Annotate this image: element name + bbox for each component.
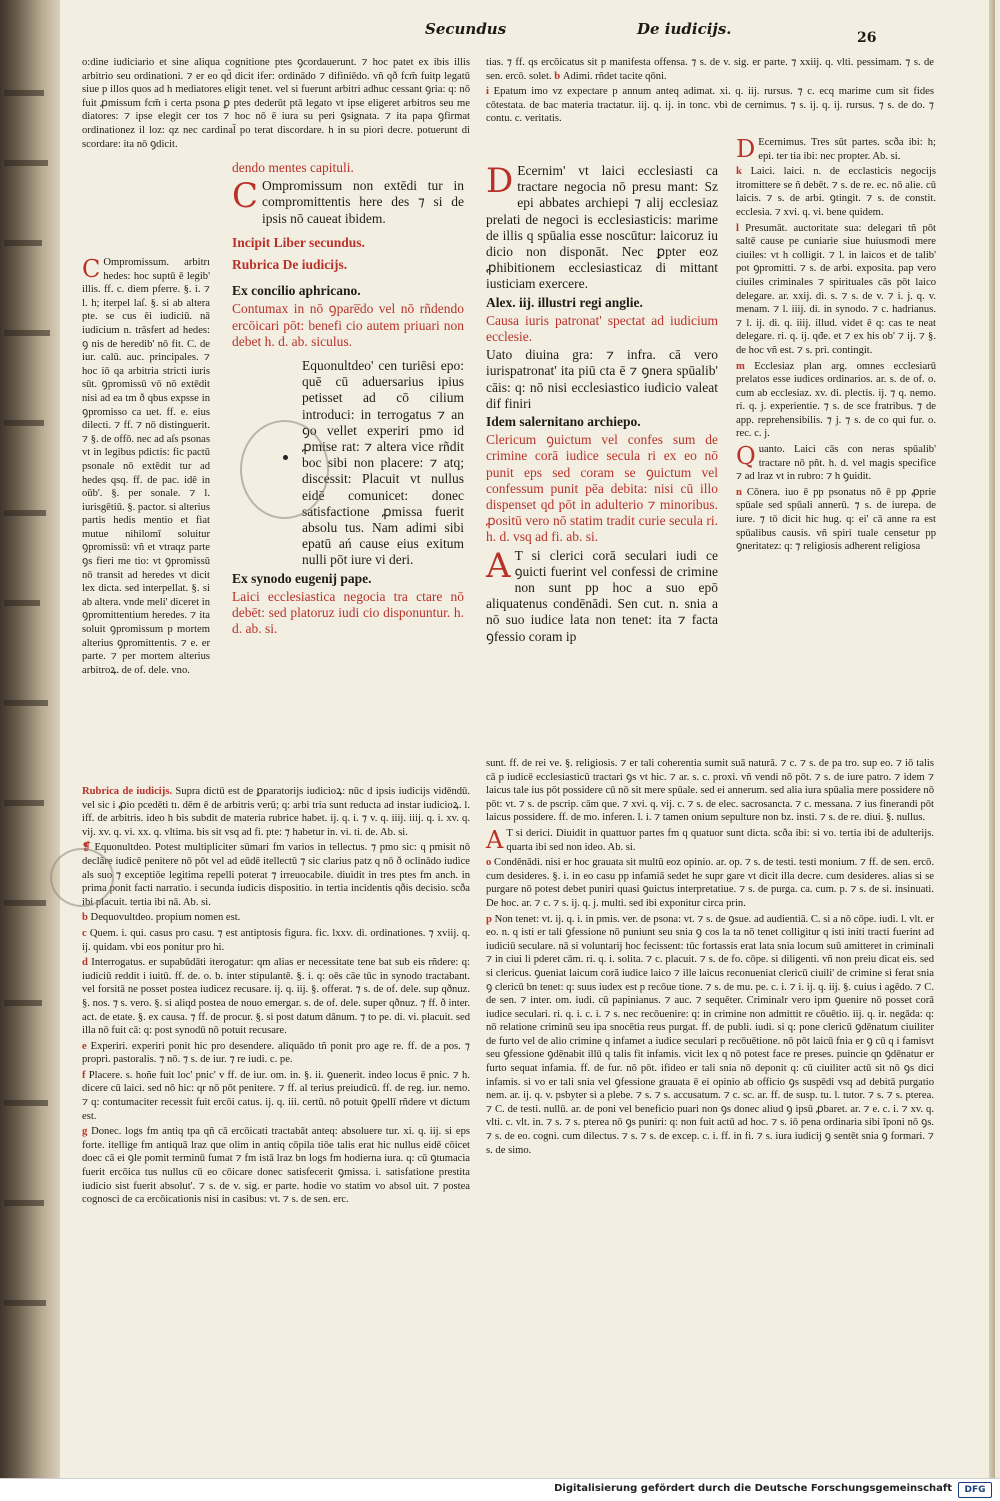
gloss-paragraph: Equonultdeo. Potest multipliciter sūmari fm varios in tellectus. ⁊ pmo sic: q pmisit nō declāre iudicē penitere nō pōt vel ad eūdē itellectū ⁊ sic clarius patz q nō ð oclinādo iudice als suo ⁊ exceptiōe legitima repelli poterat ⁊ irreuocabile. diuidit in tres ptes fm anch. in prima ponit facti narratio. i secunda iudicis dispositio. in tertia incidentis qðis decisio. scða ibi placuit. tertia ibi nā. Ab. si. bbox=[82, 842, 470, 908]
summary: Contumax in nō ꝯpare̅do vel nō rñdendo ercōicari pōt: benefi cio autem priuari non debet h. d. ab. siculus. bbox=[232, 301, 464, 349]
paragraph-mark-icon: ❡ bbox=[82, 842, 91, 854]
main-paragraph: Equonultdeo' cen turiēsi epo: quē cū aduersarius ipius petisset ad cō cilium introduci: in terrogatus ⁊ an ꝯo vellet experiri pmo id ꝓmise rat: ⁊ altera vice rñdit boc sibi non placere: ⁊ atq; discessit: Placuit vt nullus eidē comunicet: donec satisfactione ꝓmissa fuerit absolu tus. Nam adimi sibi epatū ań cause eius exitum nulli pōt iure vi deri. bbox=[302, 358, 464, 568]
left-gloss-top bbox=[82, 56, 470, 153]
main-text-right bbox=[486, 163, 718, 647]
gloss-paragraph: Laici. laici. n. de ecclasticis negocijs itromittere se ñ debēt. ⁊ s. de re. ec. nō alie. cū laicis. ⁊ s. de arbi. ꝯtingit. ⁊ s. de constit. ecclesia. ⁊ xvi. q. vi. bene quidem. bbox=[736, 166, 937, 218]
initial-letter: C bbox=[82, 255, 101, 283]
note-text: Quem. i. qui. casus pro casu. ⁊ est antiptosis figura. fic. lxxv. di. ordinationes. ⁊ xviij. q. ij. quidam. vbi eos ponitur pro hi. bbox=[82, 927, 470, 953]
book-gutter bbox=[0, 0, 60, 1478]
main-text-left bbox=[232, 160, 464, 639]
main-paragraph: T si clerici corā seculari iudi ce ꝯuicti fuerint vel confessi de crimine non sunt pp hoc a suo epō aliquatenus condēnādi. Sen cut. n. snia a nō suo iudice lata non tenet: ita ⁊ facta ꝯfessio coram ip bbox=[486, 547, 718, 644]
note-text: Dequovultdeo. propium nomen est. bbox=[90, 912, 241, 924]
text-line: dendo mentes capituli. bbox=[232, 160, 354, 175]
book-page bbox=[60, 0, 995, 1478]
gloss-paragraph: Presumāt. auctoritate sua: delegari tñ pōt saltē cause pe cuniarie siue huiusmodi mere ciuiles: vt h colligit. ⁊ l. in laicos et de talib' pot ꝯpromitti. ⁊ s. de arbi. exposita. pap vero ciuiles criminales ⁊ spirituales cās pōt laico delegare. ar. xxij. di. s. ⁊ s. de v. ⁊ i. j. q. v. menam. ⁊ l. iiij. di. in synodo. ⁊ c. hadrianus. ⁊ l. ij. di. q. iiij. illud. videt ē q: cas te neat delegare. ri. q. ij. qđe. et ⁊ ex his ob' ⁊ ij. ⁊ §. de hoc vñ est. ⁊ s. pri. contingit. bbox=[736, 222, 936, 356]
source-ref: Idem salernitano archiepo. bbox=[486, 414, 641, 430]
gloss-paragraph: Ompromissum. arbitrı hedes: hoc suptū ē legib' illis. ff. c. diem pferre. §. i. ⁊ l. h; iterpel laſ. §. si ab altera pte. se cus ēi iudiciū. nā iudicium n. trāsfert ad hedes: ꝯ nis de heredib' nō fit. C. de iur. calū. auc. principales. ⁊ hoc iō qa arbitria stricti iuris sūt. ꝯpromissū vō nō extēdit nisi ad ea tm ð qbus expsse in ꝯpromisso ca uet. ff. e. eius dilecti. ⁊ ff. ⁊ nō distinguerit. ⁊ §. de offō. nec ad aſs psonas vt in legibus pdictis: fic pactū psonale nō extēdit tur ad hedes qsq. ff. de pac. idē in oūb'. §. per sonale. ⁊ l. iurisgētiū. §. pactor. si alterius partis hedis mentio et fiat mutue nihilomī soluitur ꝯpromissū: vñ et vtraqz parte ꝯs fieri me tio: vt ꝯpromissū nō transit ad heredes vt dicit lex dicta. sed interpellat. §. si ab altera. vnde meli' diceret in ꝯpromittentium heredes. ⁊ ita soluit ꝯpromissum p mortem alterius ꝯpromittentis. ⁊ e. er parte. ⁊ per mortem alterius arbitroꝝ. de of. dele. vno. bbox=[82, 257, 210, 676]
gloss-paragraph: Ecernimus. Tres sūt partes. scða ibi: h; epi. ter tia ibi: nec propter. Ab. si. bbox=[758, 137, 936, 162]
summary: Clericum ꝯuictum vel confes sum de crimine corā iudice secula ri ex eo nō punit eps sed coram se ꝯuictum vel confessum punit pēa debita: nisi cū illo dispenset qd pōt in adulterio ⁊ minoribus. ꝓositū vero nō statim tradit curie secula ri. h. d. vsq ad fi. ab. si. bbox=[486, 432, 718, 545]
source-ref: Ex synodo eugenij pape. bbox=[232, 570, 372, 586]
gloss-paragraph: Adimi. rñdet tacite qōni. bbox=[562, 70, 667, 82]
source-ref: Ex concilio aphricano. bbox=[232, 283, 361, 299]
gloss-paragraph: T si derici. Diuidit in quattuor partes fm q quatuor sunt dicta. scða ibi: si vo. tertia ibi de adulterijs. quarta ibi sed non ideo. Ab. si. bbox=[506, 827, 934, 853]
flourish-guide-letter bbox=[240, 420, 329, 519]
gloss-paragraph: Supra dictū est de ꝑparatorijs iudicioꝝ: nūc d ipsis iudicijs vidēndū. vel sic i ꝓio pcedēti tı. dēm ē de arbitris verū; q: arbi tria sunt reducta ad instar iudicioꝝ. l. iff. de arbitris. ideo h bis subdit de materia rubrice habet. ij. q. i. ⁊ v. q. iiij. iiij. q. i. xv. q. vij. xv. q. vi. xx. q. vltima. bis sit vsq ad fi. pte: ⁊ habetur in. vi. ti. de. Ab. si. bbox=[82, 786, 470, 838]
initial-letter: D bbox=[736, 135, 756, 163]
note-text: Donec. logs fm antiq tpa qñ cā ercōicati tractabāt anteq: absoluere tur. xi. q. iij. si eps forte. itellige fm antiquā lraz que olim in antiq cōpila tiōe talis erat hic nullus eidē cōicet doec cā ei ꝯle pomit terminū fumat ⁊ fm istā lraz bn logs fm hodierna iura. q: cū ꝯtumacia fuerit ercōica tus nullus cū eo cōicare donec satisfecerit ꝯmissa. i. satisfatione prestita iudicio sist fuerit absolut'. ⁊ s. de v. sig. er parte. hodie vo statim vo absol uit. ⁊ postea cognosci de ca ercōicationis nisi in casibus: vt. ⁊ s. de sen. erc. bbox=[82, 1126, 471, 1206]
gloss-paragraph: sunt. ff. de rei ve. §. religiosis. ⁊ er tali coherentia sumit suā naturā. ⁊ c. ⁊ s. de pa tro. sup eo. ⁊ iō talis cā p iudicē ecclesiasticū tractari ꝯs vt hic. ⁊ ar. s. c. proxi. vñ vendi nō pōt. ⁊ s. de iure patro. ⁊ idem ⁊ laicus tale ius pōt possidere cū nō sit mere spūale. sed ei annerum. sed alia iura spūalia mere possidere nō pōt: vt. ⁊ s. de pscrip. cām que. ⁊ xvi. q. vij. c. ⁊ s. de elec. sacrosancta. ⁊ c. messana. ⁊ ius finerandi pōt laicus possidere. ff. de mo. inferen. l. i. ⁊ tamen onium sepulture non bz. insti. ⁊ s. de re. diui. §. nullus. bbox=[486, 758, 934, 824]
running-head-left: Secundus bbox=[425, 20, 507, 38]
note-text: Interrogatus. er supabūdāti iterogatur: qm alias er necessitate tene bat sub eis rñdere: q: iudiciū reddit i iuitū. ff. de. o. b. inter stipulantē. §. i. q: oēs cāe tūc in synodo tractabant. vel forsitā ne posset postea iudicez recusare. ij. q. iij. §. offerat. ⁊ s. de of. dele. sup qðnuz. §. nos. ⁊ s. vero. §. si aliqd postea de nouo emergar. s. de of. dele. super qðnuz. ⁊ ff. ð inter. act. de etate. §. ex causa. ⁊ ff. de procur. §. si post datum dānum. ⁊ to pe. di. vi. placuit. sed illa nō fuit cā: q: post synodū nō potuit recusare. bbox=[82, 957, 470, 1037]
gloss-paragraph: Cōnera. iuo ē pp psonatus nō ē pp ꝓprie spūale sed spūali annerū. ⁊ s. de iurepa. de iure. ⁊ tō dicit hic hug. q: ei' cā anne ra est spūalibus causis. vñ spiri tuale censetur pp ꝯneritatez: q: ⁊ religiosis adherent religiosa bbox=[736, 486, 936, 553]
incipit: Incipit Liber secundus. bbox=[232, 234, 365, 250]
rubric-left: Rubrica de iudicijs. bbox=[82, 786, 173, 797]
initial-letter: Q bbox=[736, 442, 756, 471]
gloss-paragraph: uanto. Laici cās con neras spūalib' tractare nō pñt. h. d. vel magis specifice ⁊ ad lraz vt in rubro: ⁊ h ꝯuidit. bbox=[736, 444, 936, 483]
gloss-paragraph: o:dine iudiciario et sine aliqua cognitione ptes ꝯcordauerunt. ⁊ hoc patet ex ibis illis arbitrio seu ordinationi. ⁊ er eo qd̃ dicit ifer: ordinādo ⁊ difiniēdo. vñ qð fcm̃ fuitp legatū siue p illos quos ad h mediatores eligit tenet. vel si fuerunt arbitri adhuc cessant ꝯria: q: nō fuit ꝓmissum fcm̃ i certa psona ꝑ ptes dederūt ptā legato vt ipse eligeret arbitros seu me diatores: ⁊ ipse elegit cer tos ⁊ hoc nō ē iura su peri ꝯsignata. ⁊ ita papa ꝯfirmat ordinationez il loz: qz nec cardinal̄ po terat discordare. h in su piori decre. potuerunt di scordare: ita nō ꝯdicit. bbox=[82, 57, 470, 150]
main-paragraph: Ecernim' vt laici ecclesiasti ca tractare negocia nō presu mant: Sz epi abbates archiepi ⁊ alij ecclesiaz prelati de negoci is ecclesiasticis: marime de illis q spūalia esse noscūtur: laicoruz iu dicio non disponāt. Nec ꝑpter eoz ꝓhibitionem ecclesiasticaz di mittant iusticiam exercere. bbox=[486, 163, 718, 292]
note-text: Experiri. experiri ponit hic pro desendere. aliquādo tñ ponit pro age re. ff. de a pos. ⁊ propri. pastoralis. ⁊ nō. ⁊ s. de iur. ⁊ re iudi. c. pe. bbox=[82, 1040, 470, 1066]
folio-number: 26 bbox=[857, 30, 877, 46]
footer-text: Digitalisierung gefördert durch die Deutsche Forschungsgemeinschaft bbox=[554, 1483, 952, 1494]
right-gloss-lower: sunt. ff. de rei ve. §. religiosis. ⁊ er tali coherentia sumit suā naturā. ⁊ c. ⁊ s. de pa tro. sup eo. ⁊ iō talis cā p iudicē ecclesiasticū tractari ꝯs vt hic. ⁊ ar. s. c. proxi. vñ vendi nō pōt. ⁊ s. de iure patro. ⁊ idem ⁊ laicus tale ius pōt possidere cū nō sit mere spūale. sed ei annerum. sed alia iura spūalia mere possidere nō pōt: vt. ⁊ s. de pscrip. cām que. ⁊ xvi. q. vij. c. ⁊ s. de elec. sacrosancta. ⁊ c. messana. ⁊ ius finerandi pōt laicus possidere. ff. de mo. inferen. l. i. ⁊ tamen onium sepulture non bz. insti. ⁊ s. de re. diui. §. nullus. A T si derici. Diuidit in quattuor partes fm q quatuor sunt dicta. scða ibi: si vo. tertia ibi de adulterijs. quarta ibi sed non ideo. Ab. si. o Condēnādi. nisi er hoc grauata sit multū eoz opinio. ar. op. ⁊ s. de testi. testi monium. ⁊ ff. de sen. ercō. cum desideres. §. i. in eo casu pp infamiā sedet he supr gare vt dicit illa decre. cum desideres. alias si se purgare nō potest debet puniri quasi ꝯuictus interpretatiue. ⁊ s. de purga. ca. cum. p. ⁊ s. de si. insinuati. De hoc. ar. ⁊ c. ⁊ s. ij. q. j. multi. sed ibi exponitur circa prin. p Non tenet: vt. ij. q. i. in pmis. ver. de psona: vt. ⁊ s. de ꝯsue. ad audientiā. C. si a nō cōpe. iudi. l. vlt. er eo. n. q isti er tali ꝯfessione nō puniunt seu snia ꝯ cos la ta nō tenet colligitur q isti initi tracti fuerint ad iudiciū seculare. nā si voluntarij hoc fecissent: tūc fortassis erat lata snia locum suū amitteret in criminali ⁊ in ciui li pderet cām. ri. q. i. solita. ⁊ c. placuit. ⁊ s. de fo. cōpe. si diligenti. vñ non preiu dicat eis. sed si clericus. ꝯueniat laicum coră iudice laico ⁊ ille laicus reconueniat clericū ciuili' de crimine si ferat snia ꝯ clericū bn tenet: q: suus iudex est p recōue tione. ⁊ s. de mu. pe. c. i. ⁊ i. ij. q. iij. §. cuius i agēdo. ⁊ C. de sen. ⁊ inter. om. iudi. cū papinianus. ⁊ auc. ⁊ sequēter. Criminalr vero ipm ꝯuenire nō posset corā iudice seculari. ri. q. i. c. i. ⁊ s. nec recōuenire: q: in crimine non admittit re cōuētio. iij. q. ir. negāda: q: nō relatione criminū seu ipa snocētia reus purgat. ff. de publi. iudi. si q: pone clericū ꝯdēnatum ciuiliter de furto vel de alio crimine q infamet a iudice seculari p recōuētione. nō pōt laicū fnia er ꝯ cū q i famisvt seu ꝯfessione ꝯdēnabit illū q talis fit infamis. vicit lex q nō potest face re preses. puincie qn ꝯdēnatur er furto sequat infamia. ff. de fur. nō pōt. ifideo er tali snia nō deponit q: cū ciuiliter actū sit nō ꝯs dici infamis. si vo er tali snia vel ꝯfessione grauata ē ei opinio ab officio ꝯs suspēdi vsq ad debitā purgatio nem. ar. ij. q. v. psbyter si a plebe. ⁊ s. ⁊ s. accusatum. ⁊ c. sc. ar. ff. de susp. tu. l. tutor. ⁊ s. ⁊ s. pterea. ⁊ C. de testi. nullū. ar. de poni vel beneficio puari non ꝯs donec aliud ꝯ ipsū ꝓbaret. ar. ⁊ e. c. i. ⁊ xv. q. vlti. c. vlt. in. ⁊ s. ⁊ s. pterea nō ꝯs puniri: q: non fuit actū ad hoc. ⁊ s. iō pena ordinaria sibi īponi nō ꝯs. ⁊ s. de eo. cogni. cum dilectus. ⁊ s. ⁊ s. de excep. c. i. ff. in fi. ⁊ s. iura iudicij ꝯ sentēt snia ꝯ formari. ⁊ s. de simo. bbox=[486, 758, 935, 1156]
rubrica: Rubrica De iudicijs. bbox=[232, 257, 348, 273]
flourish-guide-letter bbox=[50, 848, 114, 907]
summary: Causa iuris patronat' spectat ad iudicium ecclesie. bbox=[486, 312, 718, 345]
note-text: Non tenet: vt. ij. q. i. in pmis. ver. de psona: vt. ⁊ s. de ꝯsue. ad audientiā. C. si a nō cōpe. iudi. l. vlt. er eo. n. q isti er tali ꝯfessione nō puniunt seu snia ꝯ cos la ta nō tenet colligitur q isti initi tracti fuerint ad iudiciū seculare. nā si voluntarij hoc fecissent: tūc fortassis erat lata snia locum suū amitteret in criminali ⁊ in ciui li pderet cām. ri. q. i. solita. ⁊ c. placuit. ⁊ s. de fo. cōpe. si diligenti. vñ non preiu dicat eis. sed si clericus. ꝯueniat laicum coră iudice laico ⁊ ille laicus reconueniat clericū ciuili' de crimine si ferat snia ꝯ clericū bn tenet: q: suus iudex est p recōue tione. ⁊ s. de mu. pe. c. i. ⁊ i. ij. q. iij. §. cuius i agēdo. ⁊ C. de sen. ⁊ inter. om. iudi. cū papinianus. ⁊ auc. ⁊ sequēter. Criminalr vero ipm ꝯuenire nō posset corā iudice seculari. ri. q. i. c. i. ⁊ s. nec recōuenire: q: in crimine non admittit re cōuētio. iij. q. ir. negāda: q: nō relatione criminū seu ipa snocētia reus purgat. ff. de publi. iudi. si q: pone clericū ꝯdēnatum ciuiliter de furto vel de alio crimine q infamet a iudice seculari p recōuētione. nō pōt laicū fnia er ꝯ cū q i famisvt seu ꝯfessione ꝯdēnabit illū q talis fit infamis. vicit lex q nō potest face re preses. puincie qn ꝯdēnatur er furto sequat infamia. ff. de fur. nō pōt. ifideo er tali snia nō deponit q: cū ciuiliter actū sit nō ꝯs dici infamis. si vo er tali snia vel ꝯfessione grauata ē ei opinio ab officio ꝯs suspēdi vsq ad debitā purgatio nem. ar. ij. q. v. psbyter si a plebe. ⁊ s. ⁊ s. accusatum. ⁊ c. sc. ar. ff. de susp. tu. l. tutor. ⁊ s. ⁊ s. pterea. ⁊ C. de testi. nullū. ar. de poni vel beneficio puari non ꝯs donec aliud ꝯ ipsū ꝓbaret. ar. ⁊ e. c. i. ⁊ xv. q. vlti. c. vlt. in. ⁊ s. ⁊ s. pterea nō ꝯs puniri: q: non fuit actū ad hoc. ⁊ s. iō pena ordinaria sibi īponi nō ꝯs. ⁊ s. de eo. cogni. cum dilectus. ⁊ s. ⁊ s. de excep. c. i. ff. in fi. ⁊ s. iura iudicij ꝯ sentēt snia ꝯ formari. ⁊ s. de simo. bbox=[486, 913, 934, 1156]
initial-letter: A bbox=[486, 545, 511, 586]
initial-letter: D bbox=[486, 161, 514, 201]
main-paragraph: Ompromissum non extēdi tur in compromittentis here des ⁊ si de ipsis nō caueat ibidem. bbox=[262, 178, 464, 226]
source-ref: Alex. iij. illustri regi anglie. bbox=[486, 294, 643, 310]
running-head-right: De iudicijs. bbox=[637, 20, 732, 38]
note-text: Condēnādi. nisi er hoc grauata sit multū eoz opinio. ar. op. ⁊ s. de testi. testi monium. ⁊ ff. de sen. ercō. cum desideres. §. i. in eo casu pp infamiā sedet he supr gare vt dicit illa decre. cum desideres. alias si se purgare nō potest debet puniri quasi ꝯuictus interpretatiue. ⁊ s. de purga. ca. cum. p. ⁊ s. de si. insinuati. De hoc. ar. ⁊ c. ⁊ s. ij. q. j. multi. sed ibi exponitur circa prin. bbox=[486, 857, 935, 909]
right-gloss-side: D Ecernimus. Tres sūt partes. scða ibi: h; epi. ter tia ibi: nec propter. Ab. si. k Laici. laici. n. de ecclasticis negocijs itromittere se ñ debēt. ⁊ s. de re. ec. nō alie. cū laicis. ⁊ s. de arbi. ꝯtingit. ⁊ s. de constit. ecclesia. ⁊ xvi. q. vi. bene quidem. l Presumāt. auctoritate sua: delegari tñ pōt saltē cause pe cuniarie siue huiusmodi mere ciuiles: vt h colligit. ⁊ l. in laicos et de talib' pot ꝯpromitti. ⁊ s. de arbi. exposita. pap vero ciuiles criminales ⁊ spirituales cās pōt laico delegare. ar. xxij. di. s. ⁊ s. de v. ⁊ i. j. q. v. menam. ⁊ l. iiij. di. in synodo. ⁊ c. hadrianus. ⁊ l. ij. di. q. iiij. illud. videt ē q: cas te neat delegare. ri. q. ij. qđe. et ⁊ ex his ob' ⁊ ij. ⁊ §. de hoc vñ est. ⁊ s. pri. contingit. m Ecclesiaz plan arg. omnes ecclesiarū prelatos esse iudices ordinarios. ar. s. de of. o. cum ab ecclesiaz. xv. di. plectis. ij. ⁊ q. nemo. ri. q. j. experientie. ⁊ s. de sce fratribus. ⁊ de app. reprehensibilis. ⁊ j. ⁊ s. de co qui fur. o. rec. c. j. Quanto. Laici cās con neras spūalib' tractare nō pñt. h. d. vel magis specifice ⁊ ad lraz vt in rubro: ⁊ h ꝯuidit. n Cōnera. iuo ē pp psonatus nō ē pp ꝓprie spūale sed spūali annerū. ⁊ s. de iurepa. de iure. ⁊ tō dicit hic hug. q: ei' cā anne ra est spūalibus causis. vñ spiri tuale censetur pp ꝯneritatez: q: ⁊ religiosis adherent religiosa bbox=[736, 135, 937, 553]
gloss-paragraph: Epatum imo vz expectare p annum anteq adimat. xi. q. iij. rursus. ⁊ c. ecq marime cum sit fides cōtestata. de bac materia tractatur. iij. q. ij. in tonc. vbi de cernimus. ⁊ s. ij. q. ij. rursus. ⁊ s. de do. ⁊ contu. c. veritatis. bbox=[486, 86, 935, 125]
initial-letter: A bbox=[486, 825, 504, 854]
note-text: Placere. s. hoñe fuit loc' pnic' v ff. de iur. om. in. §. ii. ꝯuenerit. indeo locus ē pnic. ⁊ h. dicere cū laici. sed nō hic: qr nō pōt penitere. ⁊ ff. al terius preiudicū. ff. de reg. iur. nemo. ⁊ q: contumaciter recessit fuit ercōi catus. ij. q. iii. certū. nō potuit ꝯpellī rñdere vt dictum est. bbox=[82, 1069, 470, 1122]
page-edge bbox=[989, 0, 995, 1478]
left-lower: Rubrica de iudicijs. Supra dictū est de ꝑparatorijs iudicioꝝ: nūc d ipsis iudicijs vidēndū. vel sic i ꝓio pcedēti tı. dēm ē de arbitris verū; q: arbi tria sunt reducta ad instar iudicioꝝ. l. iff. de arbitris. ideo h bis subdit de materia rubrice habet. ij. q. i. ⁊ v. q. iiij. iiij. q. i. xv. q. vij. xv. q. vi. xx. q. vltima. bis sit vsq ad fi. pte: ⁊ habetur in. vi. ti. de. Ab. si. ❡ Equonultdeo. Potest multipliciter sūmari fm varios in tellectus. ⁊ pmo sic: q pmisit nō declāre iudicē penitere nō pōt vel ad eūdē itellectū ⁊ sic clarius patz q nō ð oclinādo iudice als suo ⁊ exceptiōe legitima repelli poterat ⁊ irreuocabile. diuidit in tres ptes fm anch. in prima ponit facti narratio. i secunda iudicis dispositio. in tertia incidentis qðis decisio. scða ibi placuit. tertia ibi nā. Ab. si. b Dequovultdeo. propium nomen est. c Quem. i. qui. casus pro casu. ⁊ est antiptosis figura. fic. lxxv. di. ordinationes. ⁊ xviij. q. ij. quidam. vbi eos ponitur pro hi. d Interrogatus. er supabūdāti iterogatur: qm alias er necessitate tene bat sub eis rñdere: q: iudiciū reddit i iuitū. ff. de. o. b. inter stipulantē. §. i. q: oēs cāe tūc in synodo tractabant. vel forsitā ne posset postea iudicez recusare. ij. q. iij. §. offerat. ⁊ s. de of. dele. sup qðnuz. §. nos. ⁊ s. vero. §. si aliqd postea de nouo emergar. s. de of. dele. super qðnuz. ⁊ ff. ð inter. act. de etate. §. ex causa. ⁊ ff. de procur. §. si post datum dānum. ⁊ to pe. di. vi. placuit. sed illa nō fuit cā: q: post synodū nō potuit recusare. e Experiri. experiri ponit hic pro desendere. aliquādo tñ ponit pro age re. ff. de a pos. ⁊ propri. pastoralis. ⁊ nō. ⁊ s. de iur. ⁊ re iudi. c. pe. f Placere. s. hoñe fuit loc' pnic' v ff. de iur. om. in. §. ii. ꝯuenerit. indeo locus ē pnic. ⁊ h. dicere cū laici. sed nō hic: qr nō pōt penitere. ⁊ ff. al terius preiudicū. ff. de reg. iur. nemo. ⁊ q: contumaciter recessit fuit ercōi catus. ij. q. iii. certū. nō potuit ꝯpellī rñdere vt dictum est. g Donec. logs fm antiq tpa qñ cā ercōicati tractabāt anteq: absoluere tur. xi. q. iij. si eps forte. itellige fm antiquā lraz que olim in antiq cōpila tiōe talis erat hic nullus eidē cōicet doec cā ei ꝯle pomit terminū fumat ⁊ fm istā lraz bn logs fm hodierna iura. q: cū ꝯtumacia fuerit ercōica tus nullus cū eo cōicare donec satisfecerit ꝯmissa. i. satisfatione prestita iudicio sist fuerit absolut'. ⁊ s. de v. sig. er parte. hodie vo statim vo absol uit. ⁊ postea cognosci de ca ercōicationis nisi in casibus: vt. ⁊ s. de sen. erc. bbox=[82, 786, 471, 1206]
left-gloss-a bbox=[82, 256, 210, 677]
dfg-logo-icon: DFG bbox=[958, 1482, 992, 1498]
footer-bar bbox=[0, 1478, 1000, 1501]
right-gloss-top: tias. ⁊ ff. qs ercōicatus sit p manifesta offensa. ⁊ s. de v. sig. er parte. ⁊ xxiij. q. vlti. pessimam. ⁊ s. de sen. ercō. solet. b Adimi. rñdet tacite qōni. i Epatum imo vz expectare p annum anteq adimat. xi. q. iij. rursus. ⁊ c. ecq marime cum sit fides cōtestata. de bac materia tractatur. iij. q. ij. in tonc. vbi de cernimus. ⁊ s. ij. q. ij. rursus. ⁊ s. de do. ⁊ contu. c. veritatis. bbox=[486, 57, 935, 125]
main-paragraph: Uato diuina gra: ⁊ infra. cā vero iurispatronat' ita piū cta ē ⁊ ꝯnera spūalib' cāis: q: nō nisi ecclesiastico iudicio valeat dif finiri bbox=[486, 347, 718, 411]
gloss-paragraph: Ecclesiaz plan arg. omnes ecclesiarū prelatos esse iudices ordinarios. ar. s. de of. o. cum ab ecclesiaz. xv. di. plectis. ij. ⁊ q. nemo. ri. q. j. experientie. ⁊ s. de sce fratribus. ⁊ de app. reprehensibilis. ⁊ j. ⁊ s. de co qui fur. o. rec. c. j. bbox=[736, 360, 936, 440]
summary: Laici ecclesiastica negocia tra ctare nō debēt: sed platoruz iudi cio disponuntur. h. d. ab. si. bbox=[232, 588, 464, 637]
initial-letter: C bbox=[232, 176, 259, 217]
gloss-paragraph: tias. ⁊ ff. qs ercōicatus sit p manifesta offensa. ⁊ s. de v. sig. er parte. ⁊ xxiij. q. vlti. pessimam. ⁊ s. de sen. ercō. solet. bbox=[486, 57, 934, 82]
guide-dot bbox=[283, 455, 288, 460]
